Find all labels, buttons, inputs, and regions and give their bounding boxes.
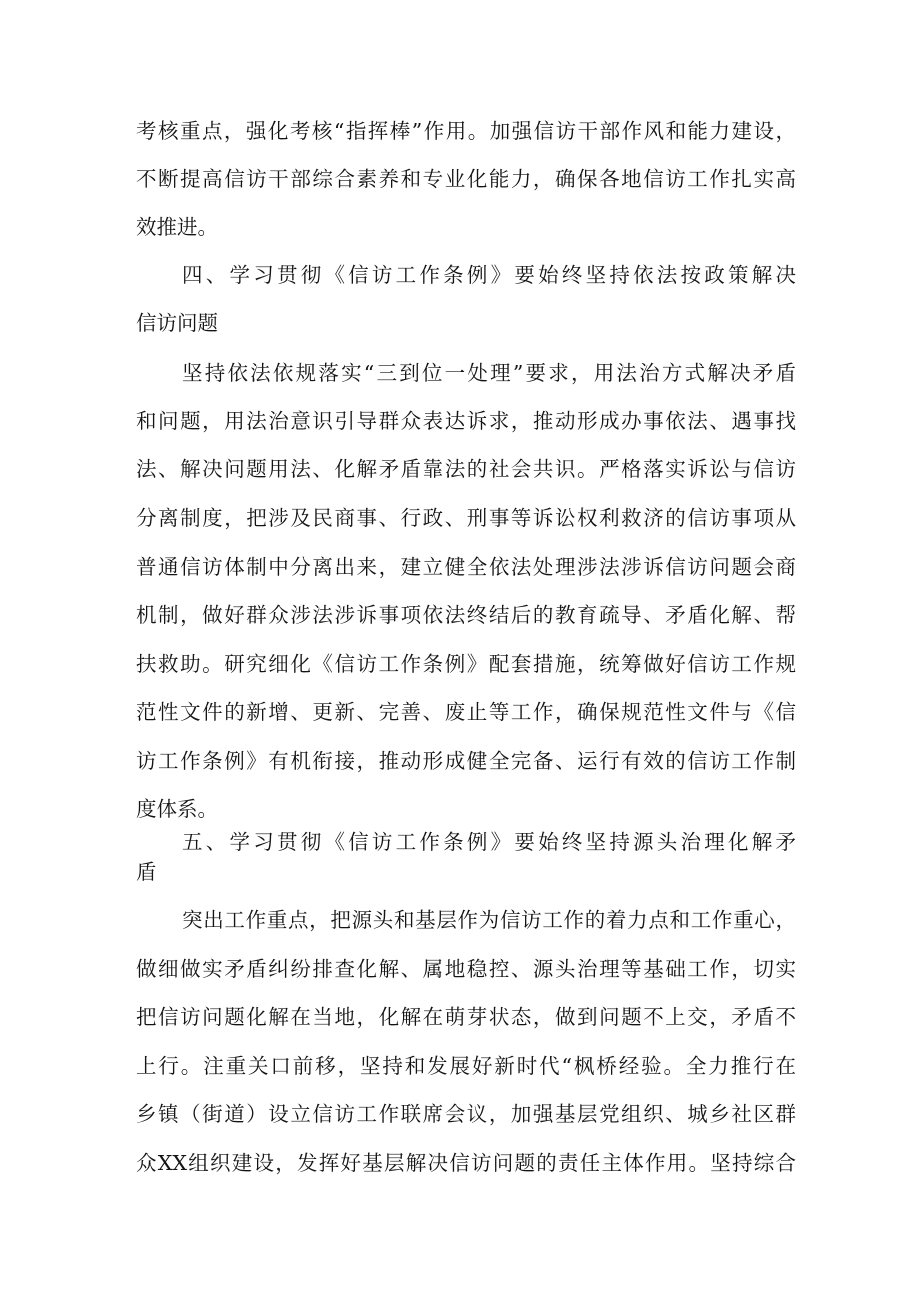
- paragraph-line: 法、解决问题用法、化解矛盾靠法的社会共识。严格落实诉讼与信访: [136, 457, 796, 481]
- paragraph-line: 分离制度，把涉及民商事、行政、刑事等诉讼权利救济的信访事项从: [136, 506, 796, 530]
- paragraph-line: 众XX组织建设，发挥好基层解决信访问题的责任主体作用。坚持综合: [136, 1151, 796, 1175]
- paragraph-line: 和问题，用法治意识引导群众表达诉求，推动形成办事依法、遇事找: [136, 409, 796, 433]
- paragraph-line: 坚持依法依规落实“三到位一处理”要求，用法治方式解决矛盾: [182, 361, 796, 385]
- paragraph-line: 乡镇（街道）设立信访工作联席会议，加强基层党组织、城乡社区群: [136, 1102, 796, 1126]
- paragraph-line: 做细做实矛盾纠纷排查化解、属地稳控、源头治理等基础工作，切实: [136, 957, 796, 981]
- paragraph-line: 扶救助。研究细化《信访工作条例》配套措施，统筹做好信访工作规: [136, 652, 796, 676]
- paragraph-line: 突出工作重点，把源头和基层作为信访工作的着力点和工作重心，: [182, 908, 796, 932]
- paragraph-line: 不断提高信访干部综合素养和专业化能力，确保各地信访工作扎实高: [136, 167, 796, 191]
- paragraph-line: 效推进。: [136, 215, 218, 239]
- section-heading-4: 四、学习贯彻《信访工作条例》要始终坚持依法按政策解决: [182, 263, 796, 287]
- section-heading-4-cont: 信访问题: [136, 311, 218, 335]
- paragraph-line: 范性文件的新增、更新、完善、废止等工作，确保规范性文件与《信: [136, 700, 796, 724]
- paragraph-line: 上行。注重关口前移，坚持和发展好新时代“枫桥经验。全力推行在: [136, 1054, 796, 1078]
- section-heading-5: 五、学习贯彻《信访工作条例》要始终坚持源头治理化解矛: [182, 830, 796, 854]
- paragraph-line: 把信访问题化解在当地，化解在萌芽状态，做到问题不上交，矛盾不: [136, 1005, 796, 1029]
- paragraph-line: 普通信访体制中分离出来，建立健全依法处理涉法涉诉信访问题会商: [136, 555, 796, 579]
- paragraph-line: 考核重点，强化考核“指挥棒”作用。加强信访干部作风和能力建设，: [136, 119, 796, 143]
- section-heading-5-cont: 盾: [136, 860, 157, 884]
- paragraph-line: 机制，做好群众涉法涉诉事项依法终结后的教育疏导、矛盾化解、帮: [136, 603, 796, 627]
- paragraph-line: 访工作条例》有机衔接，推动形成健全完备、运行有效的信访工作制: [136, 749, 796, 773]
- paragraph-line: 度体系。: [136, 797, 218, 821]
